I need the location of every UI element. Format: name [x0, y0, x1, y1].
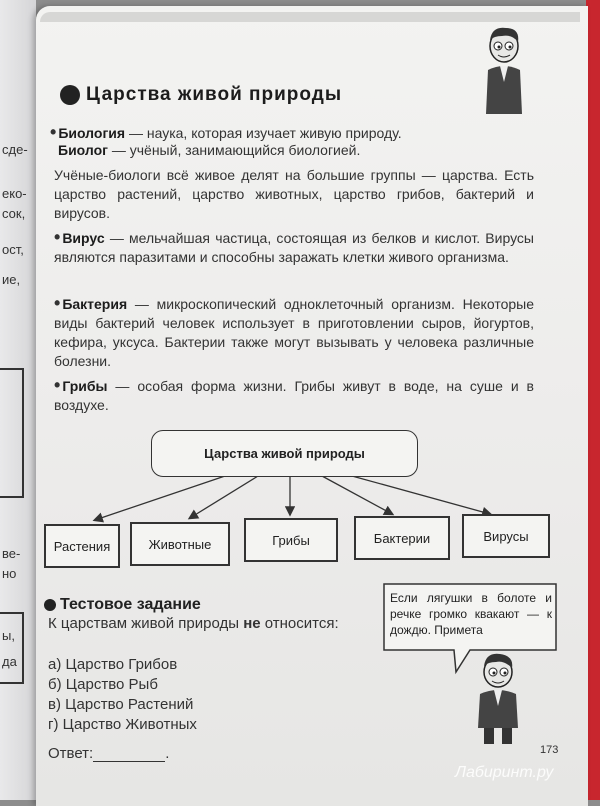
- bubble-text: Если лягушки в болоте и речке громко квакают — к дождю. Примета: [390, 591, 552, 637]
- question-text: относится:: [260, 615, 339, 632]
- answer-row: [48, 745, 169, 762]
- left-fragment: ве-: [2, 546, 21, 561]
- test-heading: Тестовое задание: [60, 596, 201, 613]
- definition-text: — учёный, занимающийся биологией.: [107, 142, 361, 158]
- test-option: г) Царство Животных: [48, 716, 197, 733]
- test-bullet-icon: [44, 599, 56, 611]
- bacteria-text: — микроскопический одноклеточный организм. Некоторые виды бактерий человек использует в приготовлении сыров, йогуртов, кефира, уксуса. Бактерии также могут вызывать у человека различные болезни.: [54, 296, 534, 369]
- answer-end: .: [165, 745, 170, 762]
- left-fragment: сок,: [2, 206, 26, 221]
- test-option: а) Царство Грибов: [48, 656, 178, 673]
- test-question: [48, 614, 348, 633]
- arrow: [190, 476, 258, 518]
- diagram-title-box: Царства живой природы: [151, 430, 418, 477]
- kingdom-box-bacteria: Бактерии: [354, 516, 450, 560]
- page-title: Царства живой природы: [86, 84, 343, 105]
- watermark-logo: Лабиринт.ру: [455, 764, 554, 781]
- left-fragment: еко-: [2, 186, 27, 201]
- left-fragment: ост,: [2, 242, 24, 257]
- question-emphasis: не: [243, 615, 261, 632]
- arrow: [352, 476, 490, 514]
- term-fungi: Грибы: [62, 378, 108, 394]
- test-option: б) Царство Рыб: [48, 676, 158, 693]
- kingdom-box-fungi: Грибы: [244, 518, 338, 562]
- schoolboy-illustration: [468, 650, 530, 746]
- intro-paragraph: Учёные-биологи всё живое делят на большие группы — царства. Есть царство растений, царство животных, царство грибов, бактерий и вирусов.: [54, 167, 534, 221]
- definition-text: — наука, которая изучает живую природу.: [125, 125, 402, 141]
- arrow: [322, 476, 392, 514]
- question-text: К царствам живой природы: [48, 615, 244, 632]
- test-option: в) Царство Растений: [48, 696, 194, 713]
- kingdom-box-viruses: Вирусы: [462, 514, 550, 558]
- term-bacteria: Бактерия: [62, 296, 128, 312]
- answer-blank[interactable]: [93, 747, 165, 762]
- fungi-paragraph: • Грибы — особая форма жизни. Грибы живут в воде, на суше и в воздухе.: [54, 375, 534, 413]
- term-virus: Вирус: [62, 230, 105, 246]
- kingdom-box-animals: Животные: [130, 522, 230, 566]
- bacteria-paragraph: • Бактерия — микроскопический одноклеточный организм. Некоторые виды бактерий человек использует в приготовлении сыров, йогуртов, кефира, уксуса. Бактерии также могут вызывать у человека различные болезни.: [54, 293, 534, 369]
- virus-paragraph: • Вирус — мельчайшая частица, состоящая из белков и кислот. Вирусы являются паразитами и способны заражать клетки живого организма.: [54, 227, 534, 265]
- left-fragment: да: [2, 654, 17, 669]
- fungi-text: — особая форма жизни. Грибы живут в воде, на суше и в воздухе.: [54, 378, 534, 413]
- arrow: [95, 476, 225, 520]
- left-fragment: ие,: [2, 272, 21, 287]
- answer-label: Ответ:: [48, 745, 94, 762]
- left-fragment: ы,: [2, 628, 15, 643]
- term-biology: Биология: [58, 125, 126, 141]
- test-heading-row: [44, 596, 201, 614]
- kingdom-box-plants: Растения: [44, 524, 120, 568]
- left-fragment: но: [2, 566, 17, 581]
- page-number: 173: [540, 744, 559, 756]
- virus-text: — мельчайшая частица, состоящая из белков и кислот. Вирусы являются паразитами и способны заражать клетки живого организма.: [54, 230, 534, 265]
- term-biologist: Биолог: [58, 142, 108, 158]
- definitions-block: • Биология — наука, которая изучает живую природу. Биолог — учёный, занимающийся биологией.: [50, 122, 402, 158]
- left-fragment: сде-: [2, 142, 28, 157]
